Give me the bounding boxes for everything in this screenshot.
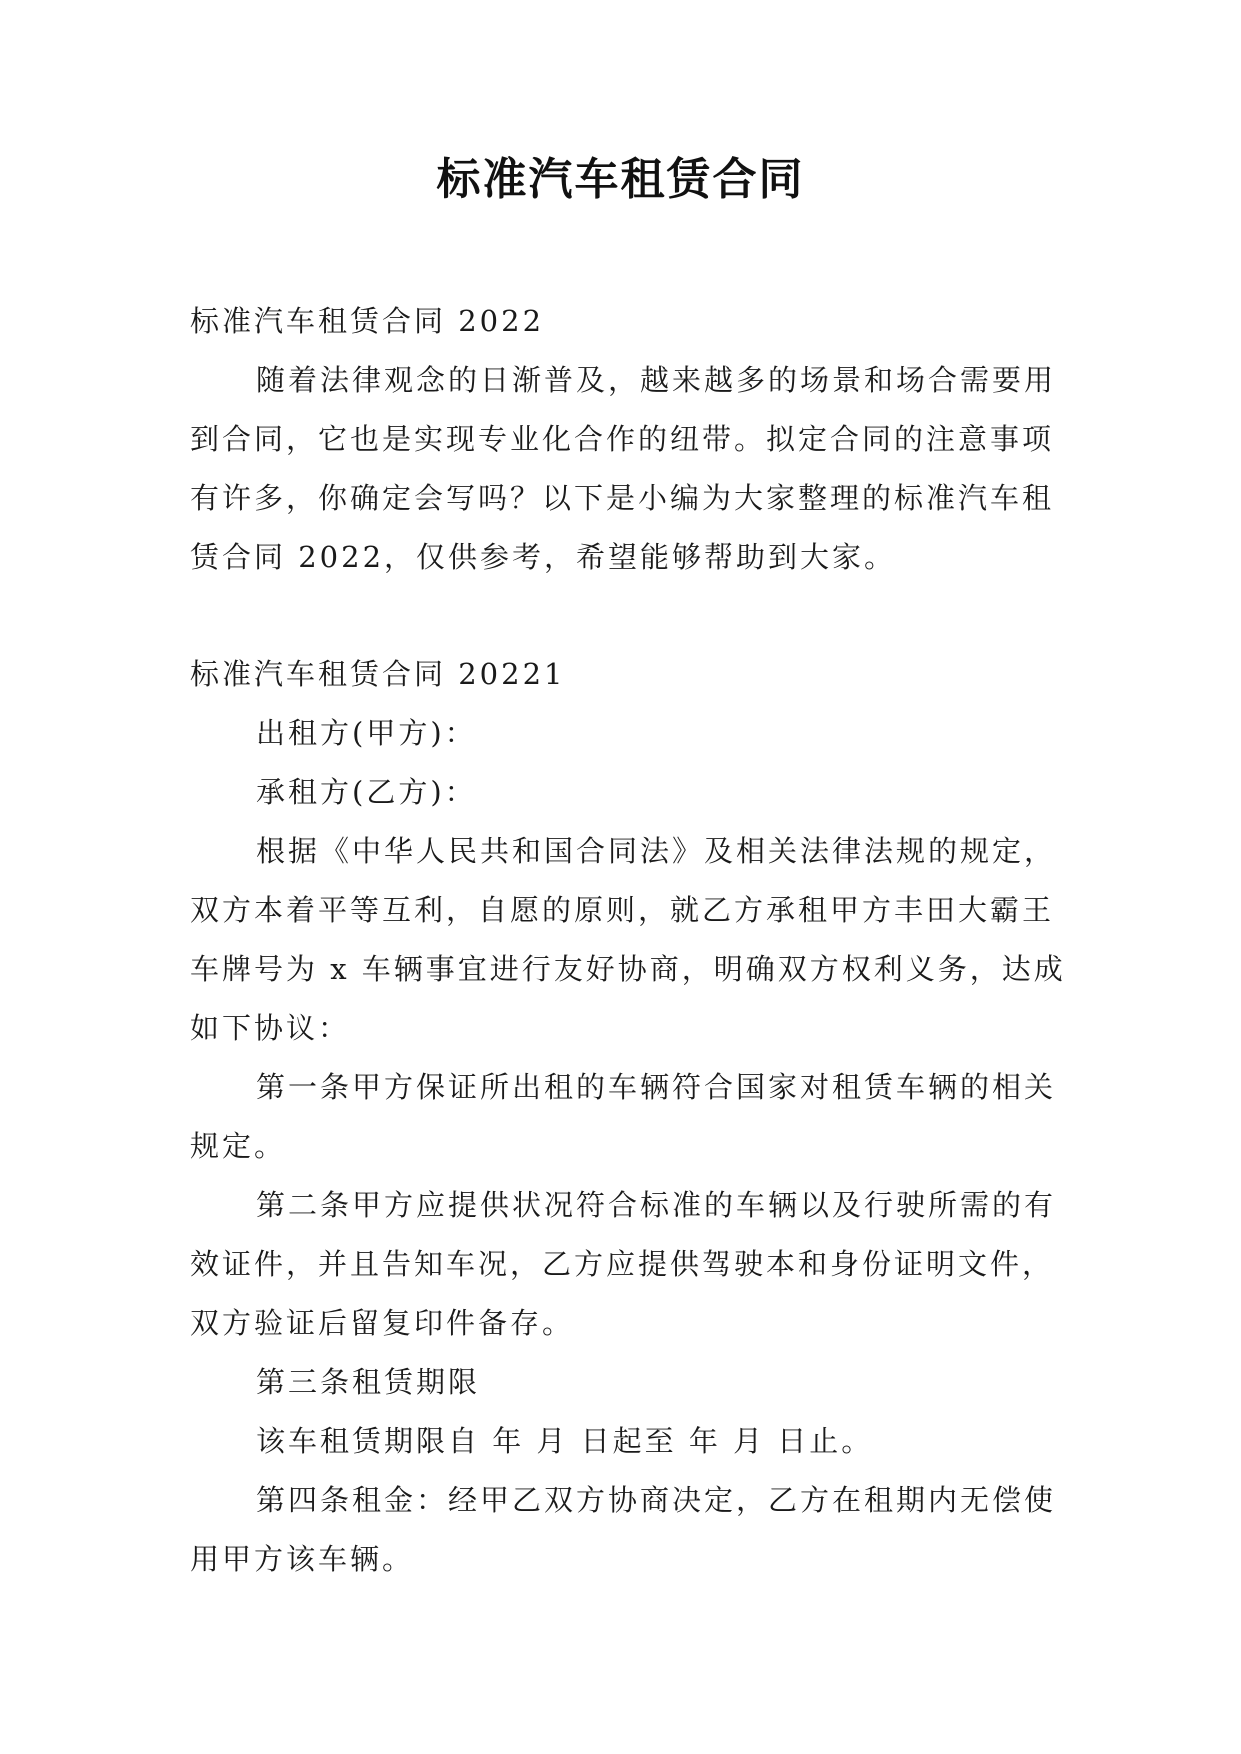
paragraph-intro: 随着法律观念的日渐普及，越来越多的场景和场合需要用到合同，它也是实现专业化合作的纽带。拟定合同的注意事项有许多，你确定会写吗？以下是小编为大家整理的标准汽车租赁合同 2022，仅供参考，希望能够帮助到大家。 [190, 363, 1057, 574]
document-title: 标准汽车租赁合同 [436, 154, 805, 205]
paragraph-article-1: 第一条甲方保证所出租的车辆符合国家对租赁车辆的相关规定。 [190, 1070, 1057, 1163]
document-body [190, 292, 1070, 1589]
paragraph-subtitle: 标准汽车租赁合同 2022 [190, 304, 545, 338]
paragraph-preamble: 根据《中华人民共和国合同法》及相关法律法规的规定，双方本着平等互利，自愿的原则，就乙方承租甲方丰田大霸王车牌号为 x 车辆事宜进行友好协商，明确双方权利义务，达成如下协议： [190, 834, 1066, 1045]
paragraph-article-2: 第二条甲方应提供状况符合标准的车辆以及行驶所需的有效证件，并且告知车况，乙方应提供驾驶本和身份证明文件，双方验证后留复印件备存。 [190, 1188, 1057, 1340]
paragraph-contract-heading: 标准汽车租赁合同 20221 [190, 657, 566, 691]
paragraph-lessor: 出租方(甲方)： [256, 716, 477, 750]
paragraph-article-4: 第四条租金：经甲乙双方协商决定，乙方在租期内无偿使用甲方该车辆。 [190, 1483, 1057, 1576]
paragraph-lease-term: 该车租赁期限自 年 月 日起至 年 月 日止。 [256, 1424, 874, 1458]
paragraph-gap [190, 587, 1070, 645]
paragraph-lessee: 承租方(乙方)： [256, 775, 477, 809]
paragraph-article-3-heading: 第三条租赁期限 [256, 1365, 481, 1399]
